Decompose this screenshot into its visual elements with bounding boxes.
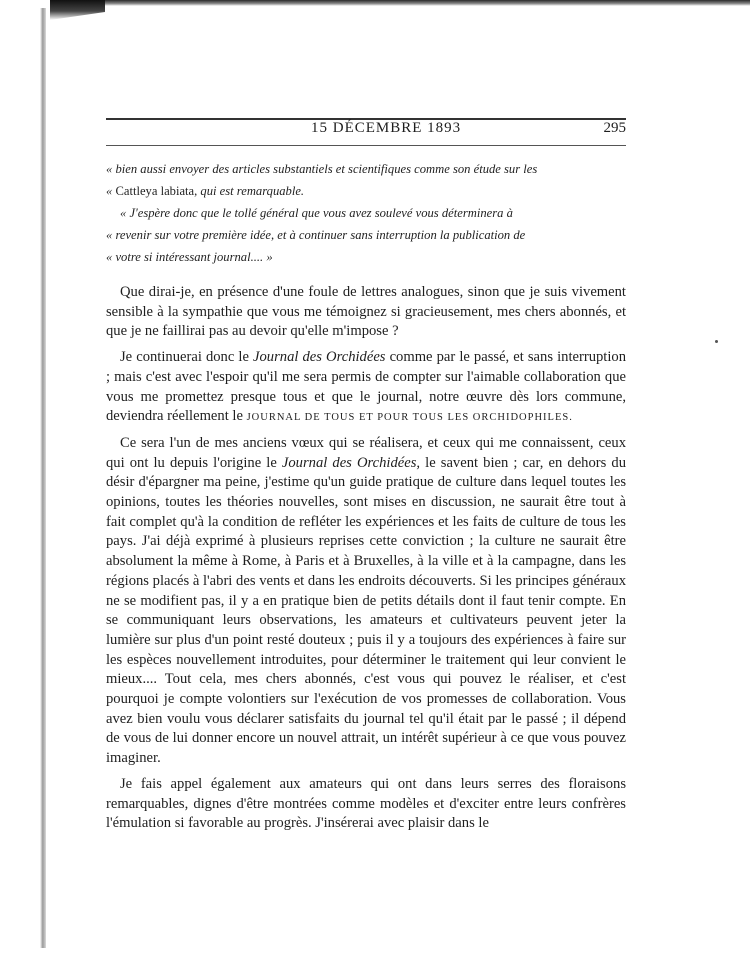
scan-corner-shadow <box>50 0 105 20</box>
quoted-letter <box>106 158 626 268</box>
quote-line-4: « revenir sur votre première idée, et à continuer sans interruption la publication de <box>106 228 526 242</box>
body-text <box>106 283 626 840</box>
quote-line-1: « bien aussi envoyer des articles substantiels et scientifiques comme son étude sur les <box>106 162 538 176</box>
header-date: 15 DÉCEMBRE 1893 <box>311 120 462 136</box>
scan-speck <box>715 340 718 343</box>
header-rule-bottom <box>106 145 626 146</box>
quote-species-name: Cattleya labiata, <box>115 184 198 198</box>
quote-line-3: « J'espère donc que le tollé général que vous avez soulevé vous déterminera à <box>120 206 513 220</box>
paragraph-3-start: Ce sera l'un de mes anciens vœux qui se réalisera, et ceux qui me connaissent, ceux qui ont lu depuis l'origine le <box>106 434 626 471</box>
journal-title: Journal des Orchidées, <box>281 454 421 471</box>
paragraph-2 <box>106 348 626 428</box>
journal-title: Journal des Orchidées <box>253 349 386 366</box>
paragraph-3 <box>106 434 626 769</box>
quote-mark: « <box>106 184 116 198</box>
quote-line-2-rest: qui est remarquable. <box>197 184 305 198</box>
paragraph-2-middle: comme par le passé, et sans interruption ; mais c'est avec l'espoir qu'il me sera permis de compter sur l'aimable collaboration que vous me promettez presque tous et que le journal, notre œuvre dès lors commune, deviendra réellement le <box>106 349 626 425</box>
paragraph-4: Je fais appel également aux amateurs qui ont dans leurs serres des floraisons remarquables, dignes d'être montrées comme modèles et d'exciter entre leurs confrères l'émulation si favorable au progrès. J'insérerai avec plaisir dans le <box>106 775 626 832</box>
quote-line-5: « votre si intéressant journal.... » <box>106 250 273 264</box>
small-caps-phrase: JOURNAL DE TOUS ET POUR TOUS LES ORCHIDOPHILES. <box>246 412 573 424</box>
page-number: 295 <box>603 120 626 136</box>
paragraph-2-start: Je continuerai donc le <box>120 349 254 366</box>
scan-edge-left <box>40 8 46 948</box>
paragraph-3-rest: le savent bien ; car, en dehors du désir d'épargner ma peine, j'estime qu'un guide pratique de culture dans lequel toutes les opinions, toutes les théories nouvelles, sont mises en discussion, ne saurait être tout à fait complet qu'à la condition de refléter les expériences et les faits de culture de tous les pays. J'ai déjà exprimé à plusieurs reprises cette conviction ; la culture ne saurait être absolument la même à Rome, à Paris et à Bruxelles, à la ville et à la campagne, dans les régions placés à l'abri des vents et dans les endroits découverts. Si les principes généraux ne se modifient pas, il y a en pratique bien de petits détails dont il faut tenir compte. En se communiquant leurs observations, les amateurs et cultivateurs peuvent jeter la lumière sur plus d'un point resté douteux ; puis il y a toujours des expériences à faire sur les espèces nouvellement introduites, pour déterminer le traitement qui leur convient le mieux.... Tout cela, mes chers abonnés, c'est vous qui pouvez le réaliser, et c'est pourquoi je compte volontiers sur l'exécution de vos promesses de collaboration. Vous avez bien voulu vous déclarer satisfaits du journal tel qu'il était par le passé ; il dépend de vous de lui donner encore un nouvel attrait, un intérêt supérieur à ce que vous pouvez imaginer. <box>106 454 626 767</box>
quote-line-2 <box>106 180 626 202</box>
paragraph-1: Que dirai-je, en présence d'une foule de lettres analogues, sinon que je suis vivement sensible à la sympathie que vous me témoignez si gracieusement, mes chers abonnés, et que je ne faillirai pas au devoir qu'elle m'impose ? <box>106 284 626 340</box>
scan-edge-top <box>50 0 750 6</box>
